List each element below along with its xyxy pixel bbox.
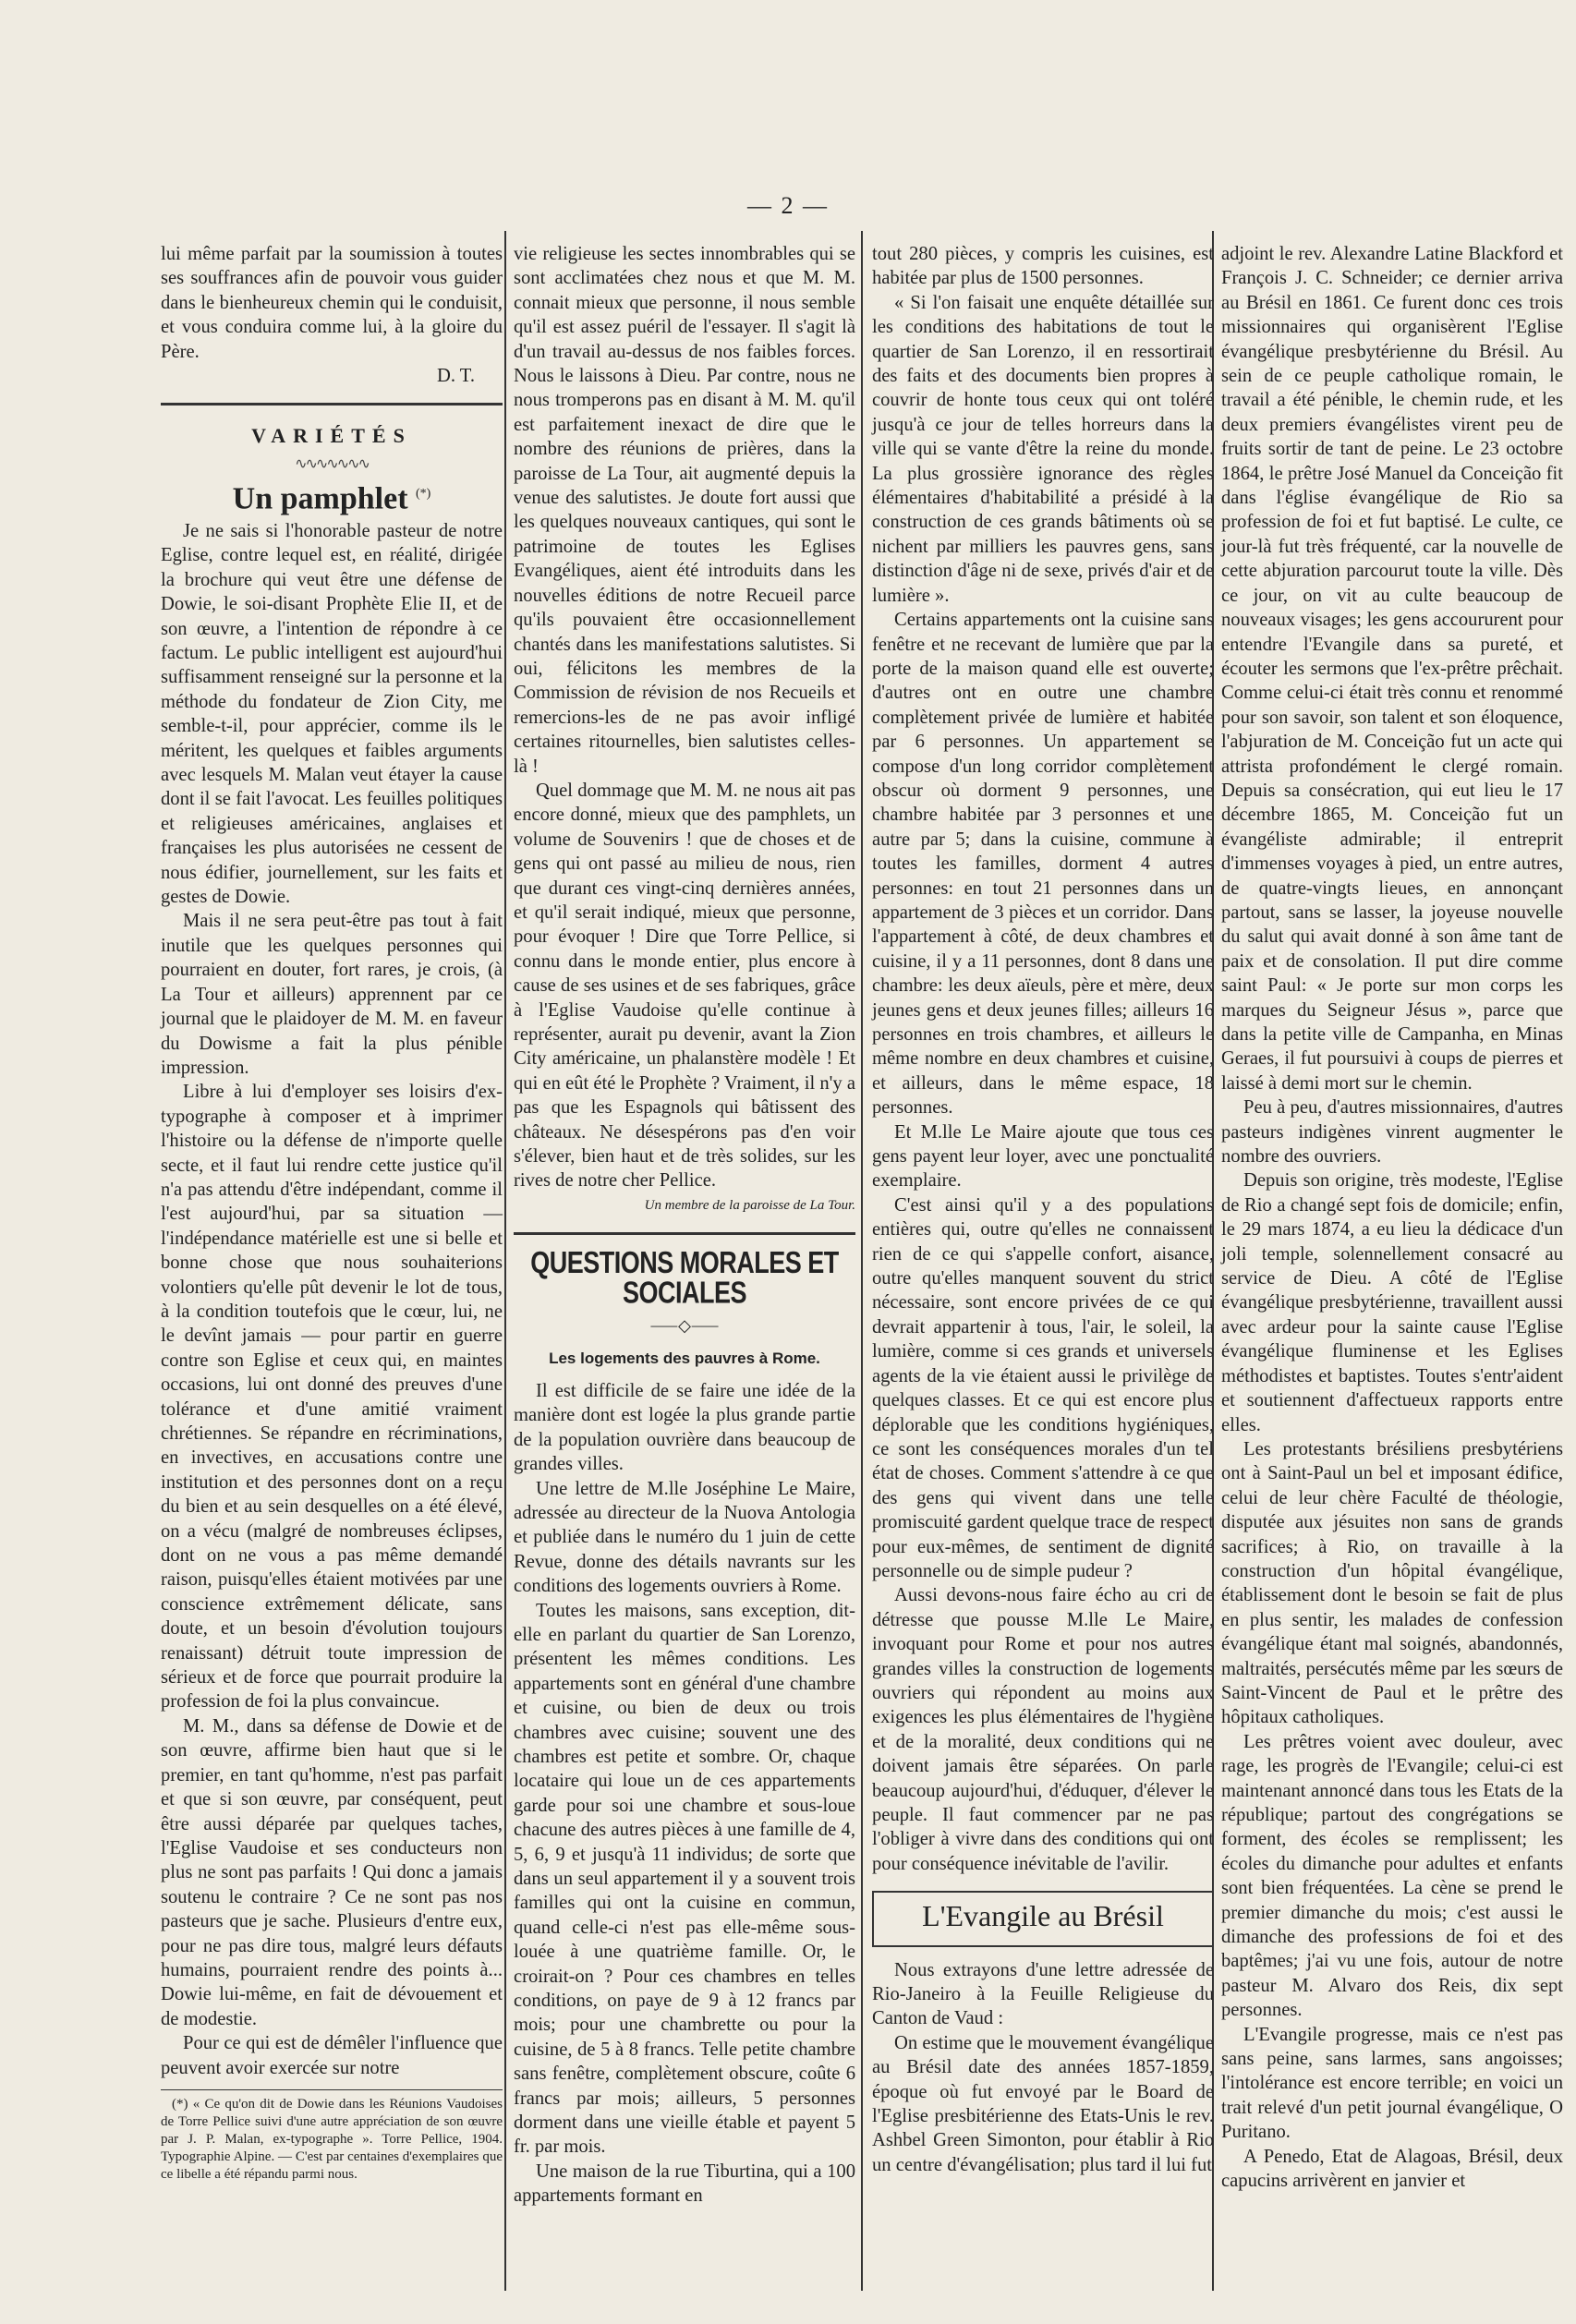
paragraph: Toutes les maisons, sans exception, dit-elle en parlant du quartier de San Lorenzo, présentent les mêmes conditions. Les appartements sont en général d'une chambre et cuisine, ou bien de deux ou trois chambres avec cuisine; souvent une des chambres est petite et sombre. Or, chaque locataire qui loue un de ces appartements garde pour soi une chambre et sous-loue chacune des autres pièces à une famille de 4, 5, 6, 9 et jusqu'à 11 individus; de sorte que dans un seul appartement il y a souvent trois familles qui ont la cuisine en commun, quand celle-ci n'est pas elle-même sous-louée à une quatrième famille. Or, le croirait-on ? Pour ces chambres en telles conditions, on paye de 9 à 12 francs par mois; pour une chambrette ou pour la cuisine, de 5 à 8 francs. Telle petite chambre sans fenêtre, complètement obscure, coûte 6 francs par mois; ailleurs, 5 personnes dorment dans une vieille étable et payent 5 fr. par mois.	[514, 1600, 855, 2158]
ornament: ⸺◇⸺	[649, 1316, 720, 1336]
paragraph: Certains appartements ont la cuisine sans fenêtre et ne recevant de lumière que par la porte de la maison quand elle est ouverte; d'autres ont en outre une chambre complètement privée de lumière et habitée par 6 personnes. Un appartement se compose d'un long corridor complètement obscur où dorment 9 personnes, une chambre habitée par 3 personnes et une autre par 5; dans la cuisine, commune à toutes les familles, dorment 4 autres personnes: en tout 21 personnes dans un appartement de 3 pièces et un corridor. Dans l'appartement à côté, de deux chambres et cuisine, il y a 11 personnes, dont 8 dans une chambre: les deux aïeuls, père et mère, deux jeunes gens et deux jeunes filles; ailleurs 16 personnes en trois chambres, et ailleurs le même nombre en deux chambres et cuisine, et ailleurs, dans le même espace, 18 personnes.	[872, 610, 1214, 1119]
paragraph: Peu à peu, d'autres missionnaires, d'autres pasteurs indigènes vinrent augmenter le nombre des ouvriers.	[1221, 1097, 1563, 1168]
paragraph: tout 280 pièces, y compris les cuisines, est habitée par plus de 1500 personnes.	[872, 244, 1214, 289]
page-number: — 2 —	[747, 192, 829, 219]
section-heading: QUESTIONS MORALES ET SOCIALES	[530, 1245, 839, 1311]
article-title: Les logements des pauvres à Rome.	[549, 1350, 820, 1368]
paragraph: Mais il ne sera peut-être pas tout à fait inutile que les quelques personnes qui pourraient en douter, fort rares, je crois, (à La Tour et ailleurs) apprennent par ce journal que le plaidoyer de M. M. en faveur du Dowisme a fait la plus pénible impression.	[161, 911, 503, 1078]
paragraph: On estime que le mouvement évangélique au Brésil date des années 1857-1859, époque où fut envoyé par le Board de l'Eglise presbitérienne des Etats-Unis le rev. Ashbel Green Simonton, pour établir à Rio un centre d'évangélisation; plus tard il lui fut	[872, 2032, 1214, 2175]
article-title-box	[872, 1891, 1214, 1946]
paragraph: vie religieuse les sectes innombrables qui se sont acclimatées chez nous et que M. M. connait mieux que personne, il nous semble qu'il est assez puéril de l'essayer. Il s'agit là d'un travail au-dessus de nos faibles forces. Nous le laissons à Dieu. Par contre, nous ne nous tromperons pas en disant à M. M. qu'il est parfaitement inexact de dire que le nombre des réunions de prières, dans la paroisse de La Tour, ait augmenté depuis la venue des salutistes. Je doute fort aussi que les quelques nouveaux cantiques, qui sont le patrimoine de toutes les Eglises Evangéliques, aient été introduits dans les nouvelles éditions de notre Recueil parce qu'ils pouvaient être occasionnellement chantés dans les manifestations salutistes. Si oui, félicitons les membres de la Commission de révision de nos Recueils et remercions-les de ne pas avoir infligé certaines ritournelles, bien salutistes celles-là !	[514, 244, 855, 777]
paragraph: M. M., dans sa défense de Dowie et de son œuvre, affirme bien haut que si le premier, en tant qu'homme, n'est pas parfait et que si son œuvre, par conséquent, peut être aussi déparée par quelques taches, l'Eglise Vaudoise et ses conducteurs non plus ne sont pas parfaits ! Qui donc a jamais soutenu le contraire ? Ce ne sont pas nos pasteurs que je sache. Plusieurs d'entre eux, pour ne pas dire tous, malgré leurs défauts humains, pourraient rendre des points à... Dowie lui-même, en fait de dévouement et de modestie.	[161, 1715, 503, 2029]
column-1	[161, 242, 503, 2184]
section-divider	[514, 1232, 855, 1235]
column-2	[514, 242, 855, 2209]
paragraph: C'est ainsi qu'il y a des populations entières qui, outre qu'elles ne connaissent rien de ce qui s'appelle confort, aisance, outre qu'elles manquent souvent du strict nécessaire, sont encore privées de ce qui devrait appartenir à tous, l'air, le soleil, la lumière, comme si ces grands et universels agents de la vie étaient aussi le privilège de quelques classes. Et ce qui est encore plus déplorable que les conditions hygiéniques, ce sont les conséquences morales d'un tel état de choses. Comment s'attendre à ce que des gens qui vivent dans une telle promiscuité gardent quelque trace de respect pour eux-mêmes, de sentiment de dignité personnelle ou de simple pudeur ?	[872, 1194, 1214, 1581]
paragraph: Pour ce qui est de démêler l'influence que peuvent avoir exercée sur notre	[161, 2033, 503, 2078]
column-3	[872, 242, 1214, 2177]
footnote	[161, 2089, 503, 2184]
column-divider	[861, 231, 863, 2291]
paragraph: Depuis son origine, très modeste, l'Eglise de Rio a changé sept fois de domicile; enfin, le 29 mars 1874, a eu lieu la dédicace d'un joli temple, solennellement consacré au service de Dieu. A côté de l'Eglise évangélique presbytérienne, travaillent aussi avec ardeur pour la sainte cause l'Eglise évangélique fluminense et les Eglises méthodistes et baptistes. Toutes s'entr'aident et soutiennent d'affectueux rapports entre elles.	[1221, 1170, 1563, 1435]
paragraph: adjoint le rev. Alexandre Latine Blackford et François J. C. Schneider; ce dernier arriva au Brésil en 1861. Ce furent donc ces trois missionnaires qui organisèrent l'Eglise évangélique presbytérienne du Brésil. Au sein de ce peuple catholique romain, le travail a été pénible, le chemin rude, et les deux premiers évangélistes virent peu de fruits sortir de tant de peine. Le 23 octobre 1864, le prêtre José Manuel da Conceição fit dans l'église évangélique de Rio sa profession de foi et fut baptisé. Le culte, ce jour-là fut très fréquenté, car la nouvelle de cette abjuration parcourut toute la ville. Dès ce jour, on vit au culte beaucoup de nouveaux visages; les gens accoururent pour entendre l'Evangile dans sa pureté, et écouter les sermons que l'ex-prêtre prêchait. Comme celui-ci était très connu et renommé pour son savoir, son talent et son éloquence, l'abjuration de M. Conceição fut un acte qui attrista profondément le clergé romain. Depuis sa consécration, qui eut lieu le 17 décembre 1865, M. Conceição fut un évangéliste admirable; il entreprit d'immenses voyages à pied, un entre autres, de quatre-vingts lieues, en annonçant partout, sans se lasser, la joyeuse nouvelle du salut qui avait donné à son âme tant de paix et de consolation. Il put dire comme saint Paul: « Je porte sur mon corps les marques du Seigneur Jésus », parce que dans la petite ville de Campanha, en Minas Geraes, il fut poursuivi à coups de pierres et laissé à demi mort sur le chemin.	[1221, 244, 1563, 1094]
paragraph: Une lettre de M.lle Joséphine Le Maire, adressée au directeur de la Nuova Antologia et publiée dans le numéro du 1 juin de cette Revue, donne des détails navrants sur les conditions des logements ouvriers à Rome.	[514, 1478, 855, 1597]
paragraph: Aussi devons-nous faire écho au cri de détresse que pousse M.lle Le Maire, invoquant pour Rome et pour nos autres grandes villes la construction de logements ouvriers qui répondent au moins aux exigences les plus élémentaires de l'hygiène et de la moralité, deux conditions qui ne doivent jamais être séparées. On parle beaucoup aujourd'hui, d'éduquer, d'élever le peuple. Il faut commencer par ne pas l'obliger à vivre dans des conditions qui ont pour conséquence inévitable de l'avilir.	[872, 1585, 1214, 1874]
column-4	[1221, 242, 1563, 2194]
paragraph: lui même parfait par la soumission à toutes ses souffrances afin de pouvoir vous guider dans le bienheureux chemin qui le conduisit, et vous conduira comme lui, à la gloire du Père.	[161, 244, 503, 362]
article-title: L'Evangile au Brésil	[922, 1899, 1164, 1933]
signature: D. T.	[437, 366, 475, 387]
paragraph: Je ne sais si l'honorable pasteur de notre Eglise, contre lequel est, en réalité, dirigée la brochure qui veut être une défense de Dowie, le soi-disant Prophète Elie II, et de son œuvre, a l'intention de répondre à ce factum. Le public intelligent est aujourd'hui suffisamment renseigné sur la personne et la méthode du fondateur de Zion City, me semble-t-il, pour apprécier, comme ils le méritent, les quelques et faibles arguments avec lesquels M. Malan veut étayer la cause dont il se fait l'avocat. Les feuilles politiques et religieuses américaines, anglaises et françaises les plus autorisées ne cessent de nous édifier, journellement, sur les faits et gestes de Dowie.	[161, 520, 503, 908]
article-credit: Un membre de la paroisse de La Tour.	[644, 1197, 855, 1213]
article-title: Un pamphlet (*)	[232, 481, 431, 516]
paragraph: Les protestants brésiliens presbytériens ont à Saint-Paul un bel et imposant édifice, celui de leur chère Faculté de théologie, disputée aux jésuites non sans de grands sacrifices; à Rio, on travaille à la construction d'un hôpital évangélique, établissement dont le besoin se fait de plus en plus sentir, les malades de confession évangélique étant mal soignés, abandonnés, maltraités, persécutés même par les sœurs de Saint-Vincent de Paul et le prêtre des hôpitaux catholiques.	[1221, 1438, 1563, 1728]
paragraph: « Si l'on faisait une enquête détaillée sur les conditions des habitations de tout le quartier de San Lorenzo, il en ressortirait des faits et des documents bien propres à couvrir de honte tous ceux qui ont toléré jusqu'à ce jour de telles horreurs dans la ville qui se vante d'être la reine du monde. La plus grossière ignorance des règles élémentaires d'habitabilité a présidé à la construction de ces grands bâtiments où se nichent par milliers les pauvres gens, sans distinction d'âge ni de sexe, privés d'air et de lumière ».	[872, 292, 1214, 606]
wavy-ornament: ∿∿∿∿∿∿∿	[295, 455, 369, 472]
column-divider	[504, 231, 506, 2291]
paragraph: L'Evangile progresse, mais ce n'est pas sans peine, sans larmes, sans angoisses; l'intolérance est encore terrible; en voici un trait relevé d'un petit journal évangélique, O Puritano.	[1221, 2024, 1563, 2143]
paragraph: Nous extrayons d'une lettre adressée de Rio-Janeiro à la Feuille Religieuse du Canton de Vaud :	[872, 1959, 1214, 2029]
paragraph: A Penedo, Etat de Alagoas, Brésil, deux capucins arrivèrent en janvier et	[1221, 2146, 1563, 2192]
paragraph: Il est difficile de se faire une idée de la manière dont est logée la plus grande partie de la population ouvrière dans beaucoup de grandes villes.	[514, 1380, 855, 1475]
paragraph: Et M.lle Le Maire ajoute que tous ces gens payent leur loyer, avec une ponctualité exemplaire.	[872, 1121, 1214, 1192]
section-title: VARIÉTÉS	[251, 424, 412, 448]
paragraph: Libre à lui d'employer ses loisirs d'ex-typographe à composer et à imprimer l'histoire ou la défense de n'importe quelle secte, et il faut lui rendre cette justice qu'il n'a pas attendu d'être indépendant, comme il l'est aujourd'hui, par sa situation — l'indépendance matérielle est une si belle et bonne chose que nous souhaiterions volontiers qu'elle pût devenir le lot de tous, à la condition toutefois que le cœur, lui, ne le devînt jamais — pour partir en guerre contre son Eglise et ceux qui, en maintes occasions, lui ont donné des preuves d'une tolérance et d'une amitié vraiment chrétiennes. Se répandre en récriminations, en invectives, en accusations contre une institution et des personnes dont on a reçu du bien et au sein desquelles on a été élevé, on a vécu (malgré de nombreuses éclipses, dont on ne vous a pas même demandé raison, puisqu'elles étaient motivées par une conscience extrêmement délicate, sans doute, et un besoin d'évolution toujours renaissant) détruit toute impression de sérieux et de force que pourrait produire la profession de foi la plus convaincue.	[161, 1082, 503, 1713]
footnote-text: (*) « Ce qu'on dit de Dowie dans les Réunions Vaudoises de Torre Pellice suivi d'une autre appréciation de son œuvre par J. P. Malan, ex-typographe ». Torre Pellice, 1904. Typographie Alpine. — C'est par centaines d'exemplaires que ce libelle a été répandu parmi nous.	[161, 2096, 503, 2182]
paragraph: Les prêtres voient avec douleur, avec rage, les progrès de l'Evangile; celui-ci est maintenant annoncé dans tous les Etats de la république; partout des congrégations se forment, des écoles se remplissent; les écoles du dimanche pour adultes et enfants sont bien fréquentées. La cène se prend le premier dimanche du mois; c'est aussi le dimanche des professions de foi et des baptêmes; j'ai vu une fois, autour de notre pasteur M. Alvaro dos Reis, dix sept personnes.	[1221, 1731, 1563, 2021]
paragraph: Quel dommage que M. M. ne nous ait pas encore donné, mieux que des pamphlets, un volume de Souvenirs ! que de choses et de gens qui ont passé au milieu de nous, rien que durant ces vingt-cinq dernières années, et qu'il serait indiqué, mieux que personne, pour évoquer ! Dire que Torre Pellice, si connu dans le monde entier, plus encore à cause de ses usines et de ses fabriques, grâce à l'Eglise Vaudoise qu'elle continue à représenter, aurait pu devenir, avant la Zion City américaine, un phalanstère modèle ! Et qui en eût été le Prophète ? Vraiment, il n'y a pas que les Espagnols qui bâtissent des châteaux. Ne désespérons pas d'en voir s'élever, bien haut et de très solides, sur les rives de notre cher Pellice.	[514, 780, 855, 1192]
paragraph: Une maison de la rue Tiburtina, qui a 100 appartements formant en	[514, 2161, 855, 2207]
section-divider	[161, 403, 503, 405]
